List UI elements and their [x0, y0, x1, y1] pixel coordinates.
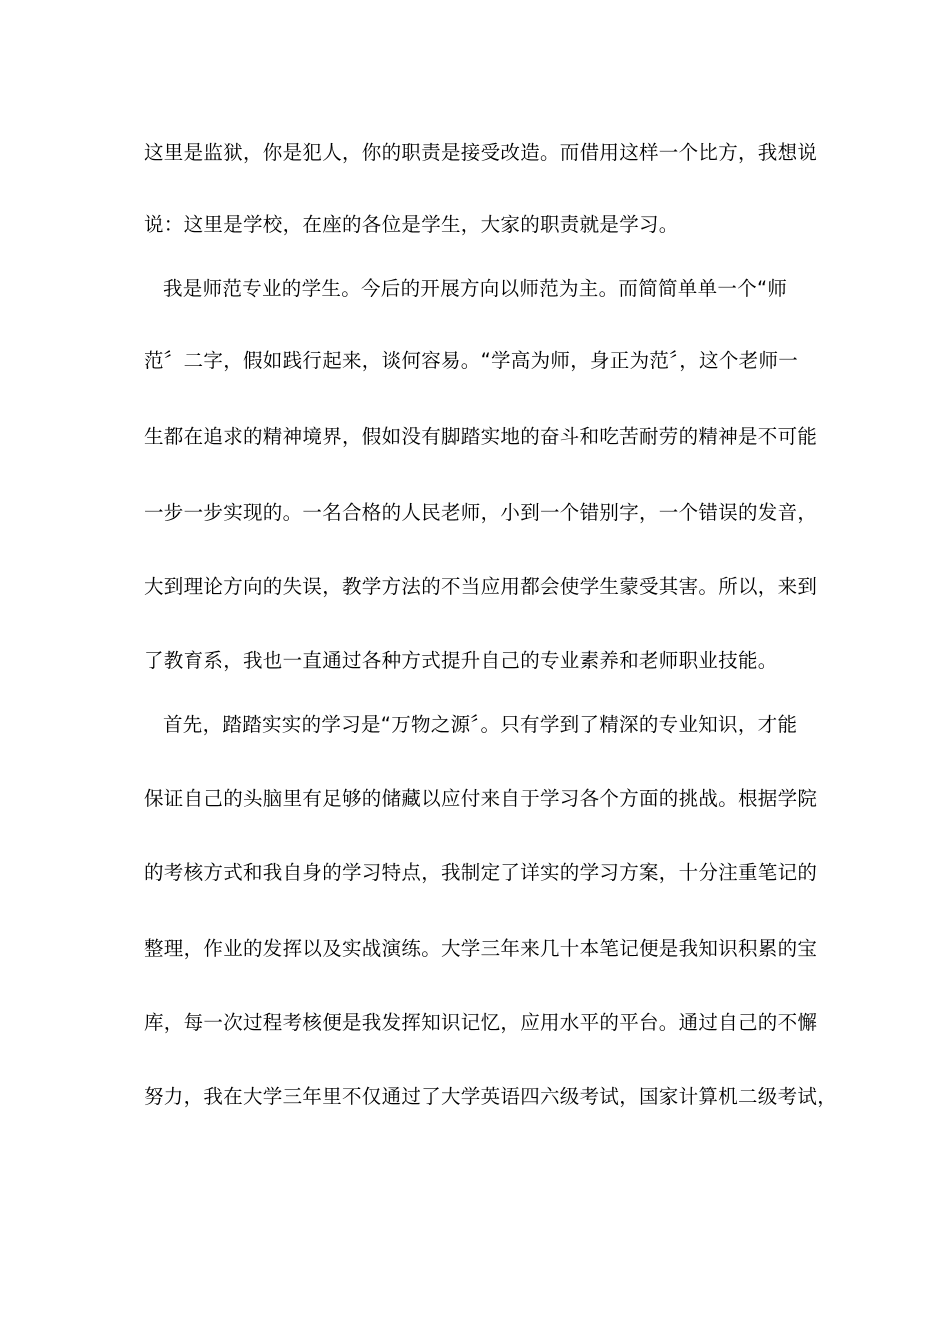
text-line-2: 说：这里是学校，在座的各位是学生，大家的职责就是学习。: [144, 213, 679, 236]
text-line-9: 首先，踏踏实实的学习是“万物之源〞。只有学到了精深的专业知识，才能: [163, 713, 798, 736]
text-line-3: 我是师范专业的学生。今后的开展方向以师范为主。而简简单单一个“师: [163, 277, 788, 300]
text-line-6: 一步一步实现的。一名合格的人民老师，小到一个错别字，一个错误的发音，: [144, 501, 818, 524]
text-line-14: 努力，我在大学三年里不仅通过了大学英语四六级考试，国家计算机二级考试，: [144, 1085, 838, 1108]
text-line-5: 生都在追求的精神境界，假如没有脚踏实地的奋斗和吃苦耐劳的精神是不可能: [144, 425, 818, 448]
text-line-4: 范〞二字，假如践行起来，谈何容易。“学高为师，身正为范〞，这个老师一: [144, 349, 799, 372]
text-line-13: 库，每一次过程考核便是我发挥知识记忆，应用水平的平台。通过自己的不懈: [144, 1011, 818, 1034]
text-line-11: 的考核方式和我自身的学习特点，我制定了详实的学习方案，十分注重笔记的: [144, 861, 818, 884]
text-line-12: 整理，作业的发挥以及实战演练。大学三年来几十本笔记便是我知识积累的宝: [144, 937, 818, 960]
text-line-1: 这里是监狱，你是犯人，你的职责是接受改造。而借用这样一个比方，我想说: [144, 141, 818, 164]
text-line-10: 保证自己的头脑里有足够的储藏以应付来自于学习各个方面的挑战。根据学院: [144, 787, 818, 810]
text-line-7: 大到理论方向的失误，教学方法的不当应用都会使学生蒙受其害。所以，来到: [144, 575, 818, 598]
text-line-8: 了教育系，我也一直通过各种方式提升自己的专业素养和老师职业技能。: [144, 649, 778, 672]
